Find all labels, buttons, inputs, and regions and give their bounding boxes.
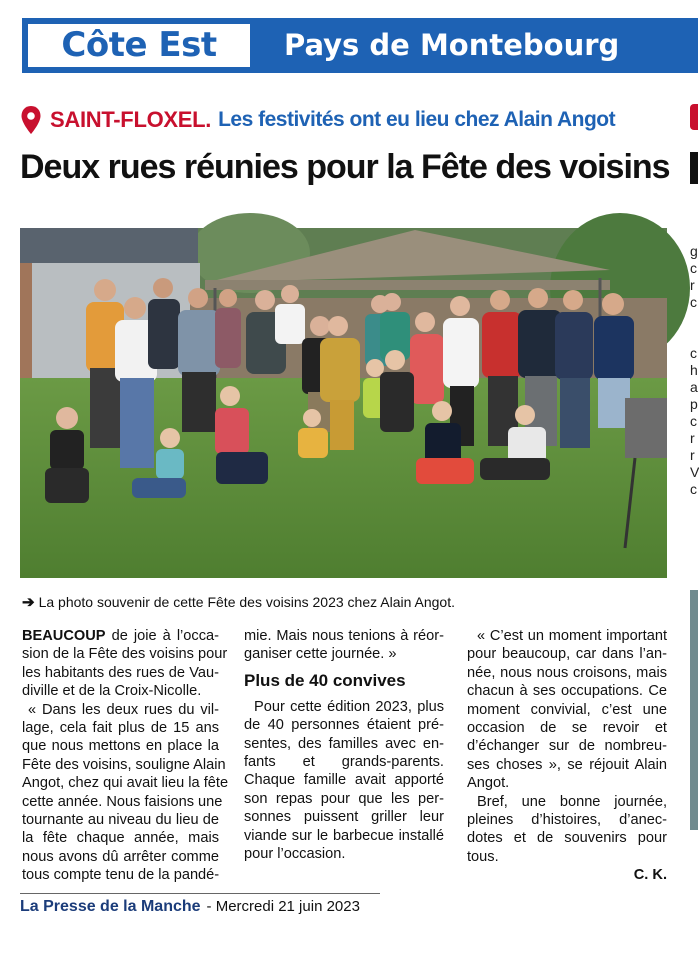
column-line: sentes, des familles avec en- [244, 735, 444, 752]
column-line: sonnes puissent griller leur [244, 809, 444, 826]
publication-date: - Mercredi 21 juin 2023 [206, 898, 360, 915]
column-line: les habitants des rues de Vau- [22, 664, 219, 681]
adjacent-column-fragment: g c r c c h a p c r r V c [690, 243, 699, 497]
article-column-2 [244, 627, 444, 863]
arrow-right-icon: ➔ [22, 594, 35, 611]
column-line: Bref, une bonne journée, [477, 793, 667, 810]
article-column-1 [22, 627, 229, 884]
column-line: « Dans les deux rues du vil- [28, 701, 219, 718]
column-line: Pour cette édition 2023, plus [254, 698, 444, 715]
column-line: pour beaucoup, car dans l’an- [467, 646, 667, 663]
column-line: occasion de se revoir et [467, 719, 667, 736]
column-line: née, nous nous croisons, mais [467, 664, 667, 681]
kicker-city: SAINT-FLOXEL. [50, 107, 212, 132]
next-article-pin-fragment [690, 104, 698, 130]
lead-word: BEAUCOUP [22, 628, 106, 644]
article-subheading: Plus de 40 convives [244, 670, 406, 690]
article-kicker [20, 104, 615, 136]
column-line: Fête des voisins, souligne Alain [22, 756, 226, 773]
column-line: ses choses », se réjouit Alain [467, 756, 667, 773]
column-line: nous avons dû arrêter comme [22, 848, 219, 865]
column-line: fants et grands-parents. [244, 753, 444, 770]
footer-rule [20, 893, 380, 894]
next-article-headline-fragment [690, 152, 698, 184]
section-banner [22, 18, 698, 73]
map-pin-icon [20, 105, 42, 135]
column-line: tous. [467, 848, 499, 865]
column-line: tous compte tenu de la pandé- [22, 867, 220, 884]
column-line: d’échanger sur de nombreu- [467, 738, 667, 755]
article-headline: Deux rues réunies pour la Fête des voisins [20, 148, 670, 186]
column-line: tournante au niveau du lieu de [22, 811, 219, 828]
column-line: ganiser cette journée. » [244, 646, 397, 663]
column-line: viande sur le barbecue installé [244, 827, 444, 844]
column-line: cette année. Nous faisions une [22, 793, 223, 810]
column-line: diville et de la Croix-Nicolle. [22, 683, 202, 700]
section-label: Côte Est [61, 25, 217, 65]
column-line: chacun à ses occupations. Ce [467, 683, 667, 700]
column-line: pleines d’histoires, d’anec- [467, 811, 667, 828]
column-line: moment convivial, c’est une [467, 701, 667, 718]
column-line: lage, cela fait plus de 15 ans [22, 719, 219, 736]
article-author: C. K. [633, 867, 667, 884]
column-line: que nous mettons en place la [22, 738, 219, 755]
column-line: « C’est un moment important [477, 628, 667, 644]
column-line: Angot. [467, 775, 510, 792]
adjacent-photo-fragment [690, 590, 698, 830]
group-photo-illustration [20, 228, 667, 578]
column-line: son repas pour que les per- [244, 790, 444, 807]
publication-name: La Presse de la Manche [20, 898, 201, 915]
article-column-3 [467, 627, 667, 884]
caption-text: La photo souvenir de cette Fête des voisins 2023 chez Alain Angot. [38, 594, 455, 610]
page-footer [20, 898, 360, 916]
column-line: pour l’occasion. [244, 845, 346, 862]
article-photo [20, 228, 667, 578]
photo-caption [22, 593, 455, 611]
column-line: Chaque famille avait apporté [244, 772, 444, 789]
column-line: de 40 personnes étaient pré- [244, 717, 444, 734]
kicker-subtitle: Les festivités ont eu lieu chez Alain Angot [218, 108, 616, 131]
section-label-box [25, 21, 253, 70]
column-line: mie. Mais nous tenions à réor- [244, 628, 444, 644]
column-line: BEAUCOUP de joie à l’occa- [22, 628, 219, 644]
column-line: sion de la Fête des voisins pour [22, 646, 228, 663]
region-label: Pays de Montebourg [284, 28, 620, 62]
column-line: Angot, chez qui avait lieu la fête [22, 775, 229, 792]
column-line: la fête chaque année, mais [22, 830, 219, 847]
column-line: dotes et de souvenirs pour [467, 830, 667, 847]
